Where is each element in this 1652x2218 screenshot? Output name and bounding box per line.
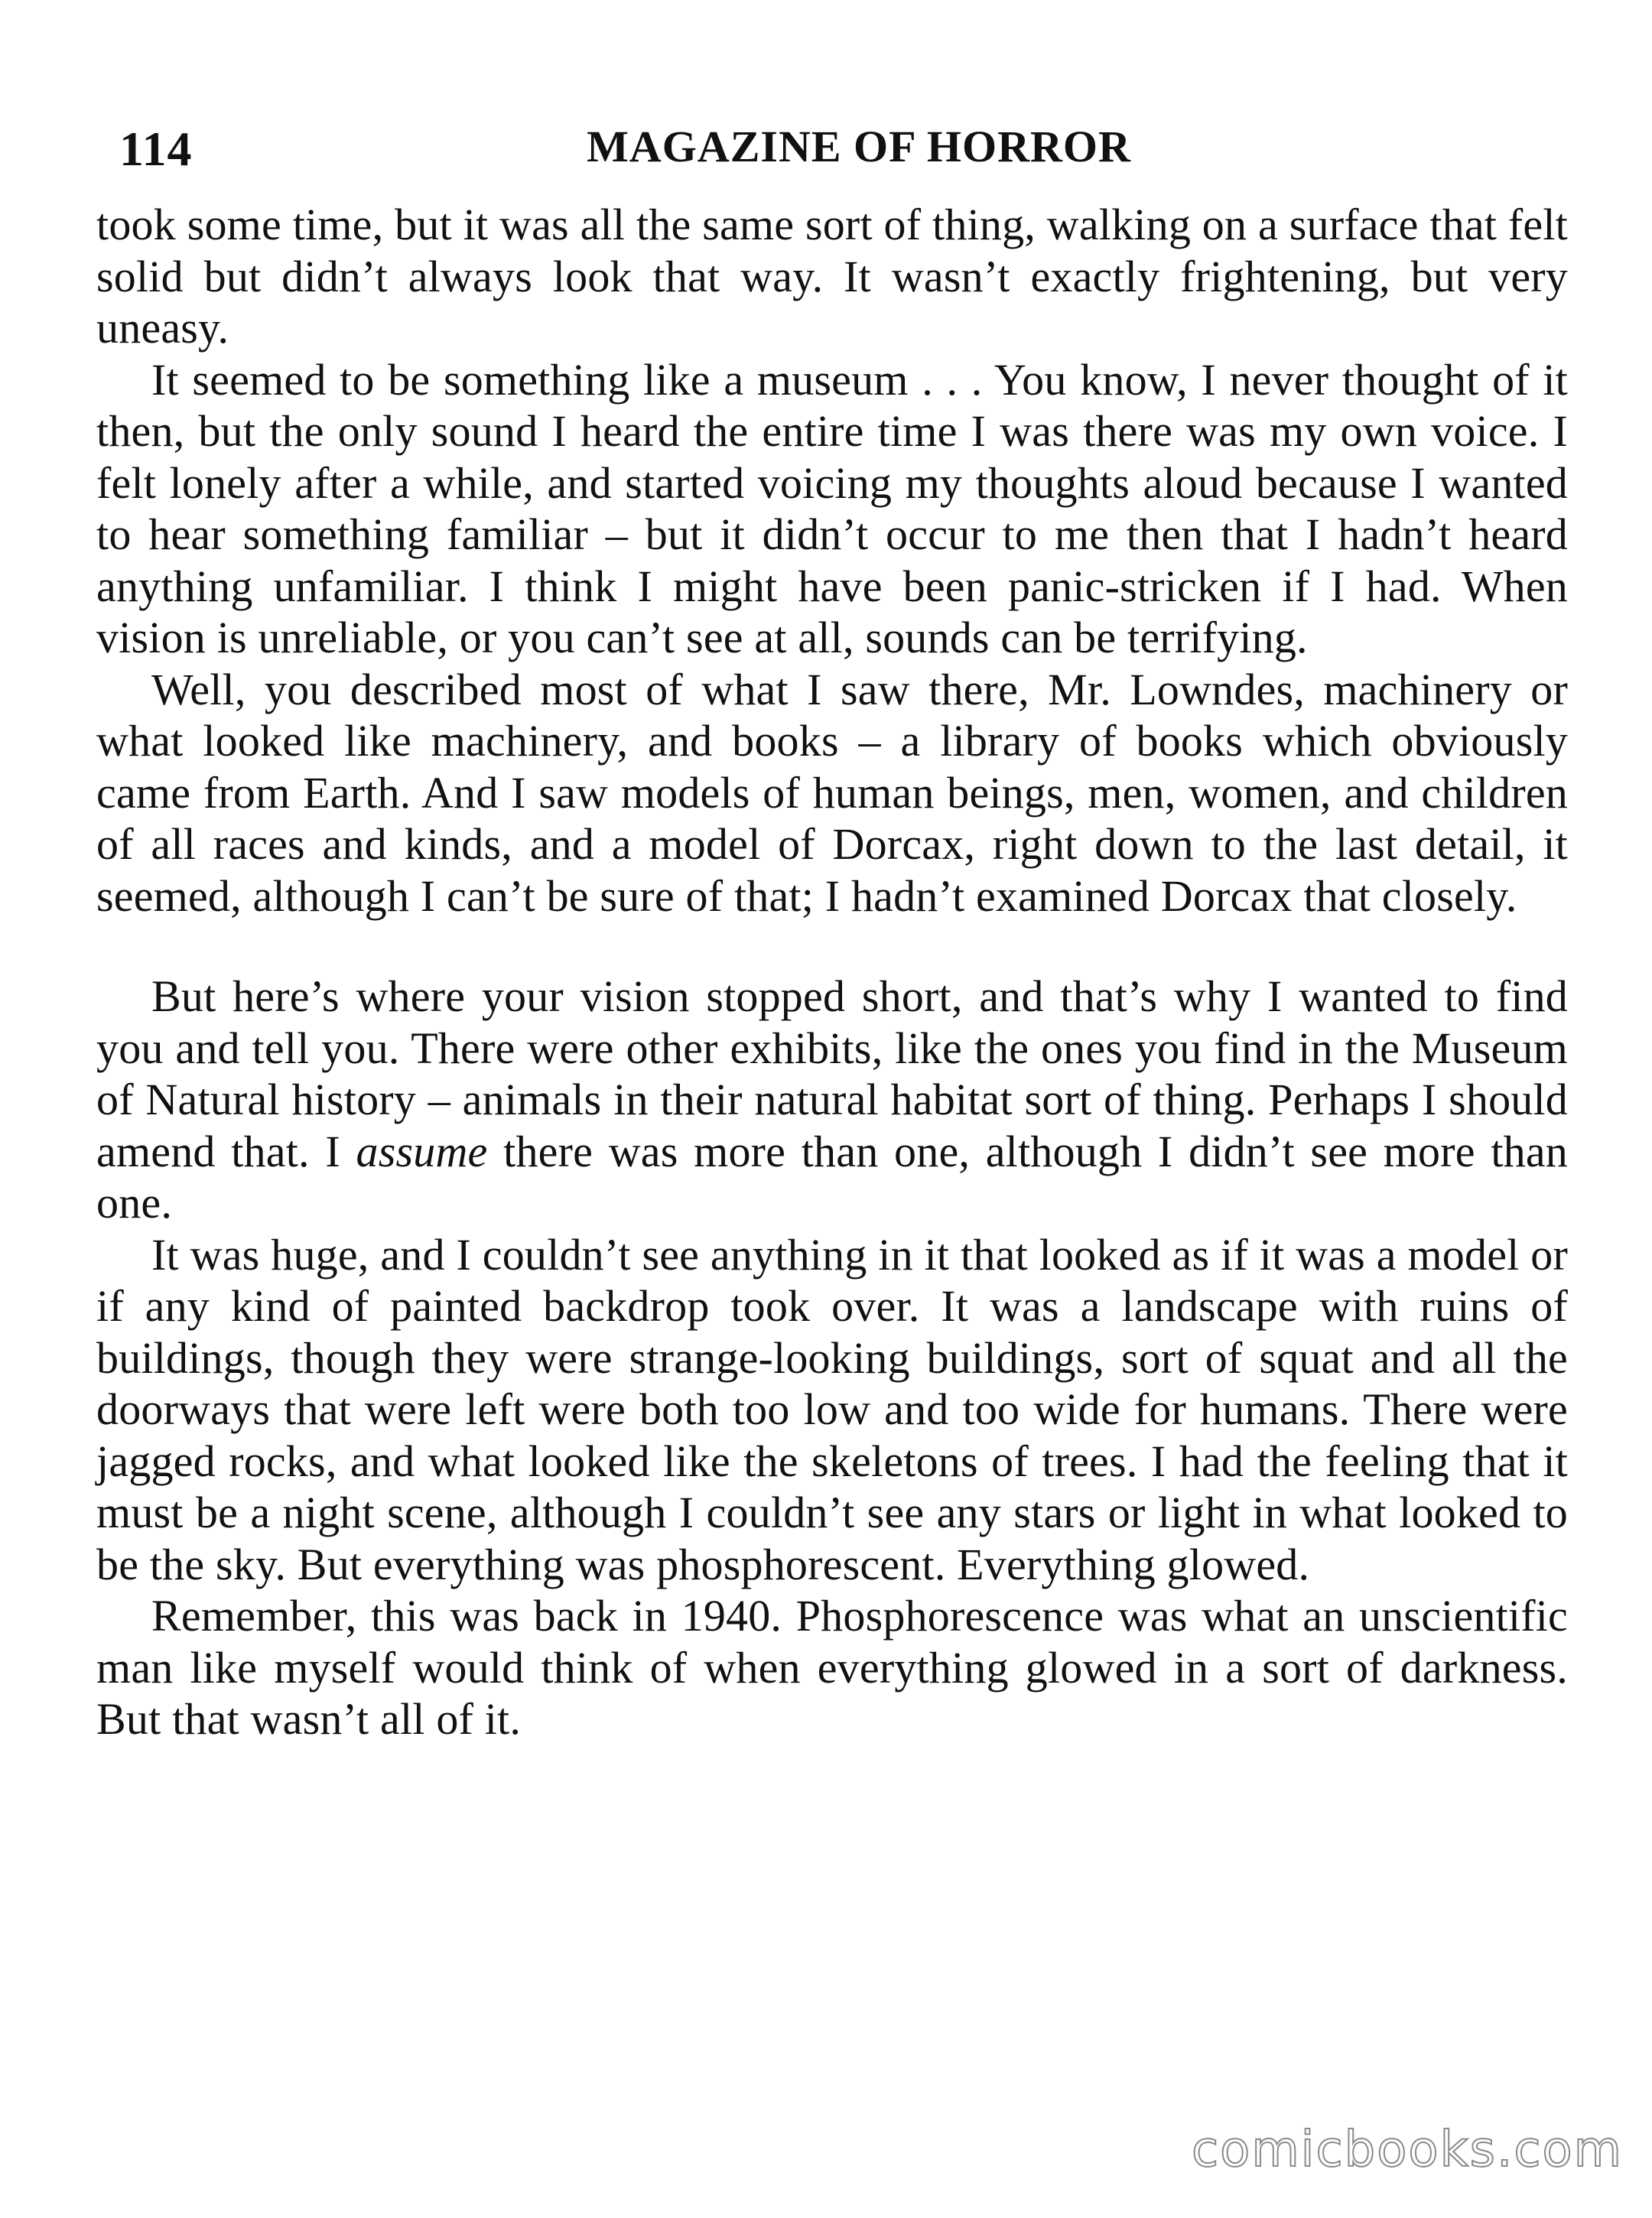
body-text (96, 199, 1568, 1745)
paragraph-4-text: But here’s where your vision stopped short, and that’s why I wanted to find you and tell you. There were other exhibits, like the ones you find in the Museum of Natural history – animals in their natural habitat sort of thing. Perhaps I should amend that. I (96, 971, 1568, 1176)
page-number: 114 (119, 122, 193, 176)
paragraph-5: It was huge, and I couldn’t see anything in it that looked as if it was a model or if any kind of painted backdrop took over. It was a landscape with ruins of buildings, though they were strange-looking buildings, sort of squat and all the doorways that were left were both too low and too wide for humans. There were jagged rocks, and what looked like the skeletons of trees. I had the feeling that it must be a night scene, although I couldn’t see any stars or light in what looked to be the sky. But everything was phosphorescent. Everything glowed. (96, 1229, 1568, 1589)
paragraph-4 (96, 971, 1568, 1229)
paragraph-2: It seemed to be something like a museum . . . You know, I never thought of it then, but the only sound I heard the entire time I was there was my own voice. I felt lonely after a while, and started voicing my thoughts aloud because I wanted to hear something familiar – but it didn’t occur to me then that I hadn’t heard anything unfamiliar. I think I might have been panic-stricken if I had. When vision is unreliable, or you can’t see at all, sounds can be terrifying. (96, 354, 1568, 662)
emphasized-word: assume (356, 1126, 488, 1176)
paragraph-6: Remember, this was back in 1940. Phosphorescence was what an unscientific man like myself would think of when everything glowed in a sort of darkness. But that wasn’t all of it. (96, 1591, 1568, 1744)
paragraph-1: took some time, but it was all the same sort of thing, walking on a surface that felt solid but didn’t always look that way. It wasn’t exactly frightening, but very uneasy. (96, 200, 1568, 353)
paragraph-3: Well, you described most of what I saw there, Mr. Lowndes, machinery or what looked like machinery, and books – a library of books which obviously came from Earth. And I saw models of human beings, men, women, and children of all races and kinds, and a model of Dorcax, right down to the last detail, it seemed, although I can’t be sure of that; I hadn’t examined Dorcax that closely. (96, 664, 1568, 921)
page-header (96, 115, 1568, 199)
magazine-page (96, 115, 1568, 2103)
paragraph-4-text-after: there was more than one, although I didn’t see more than one. (96, 1126, 1568, 1228)
watermark: comicbooks.com (1191, 2122, 1623, 2178)
running-head-title: MAGAZINE OF HORROR (587, 122, 1131, 171)
